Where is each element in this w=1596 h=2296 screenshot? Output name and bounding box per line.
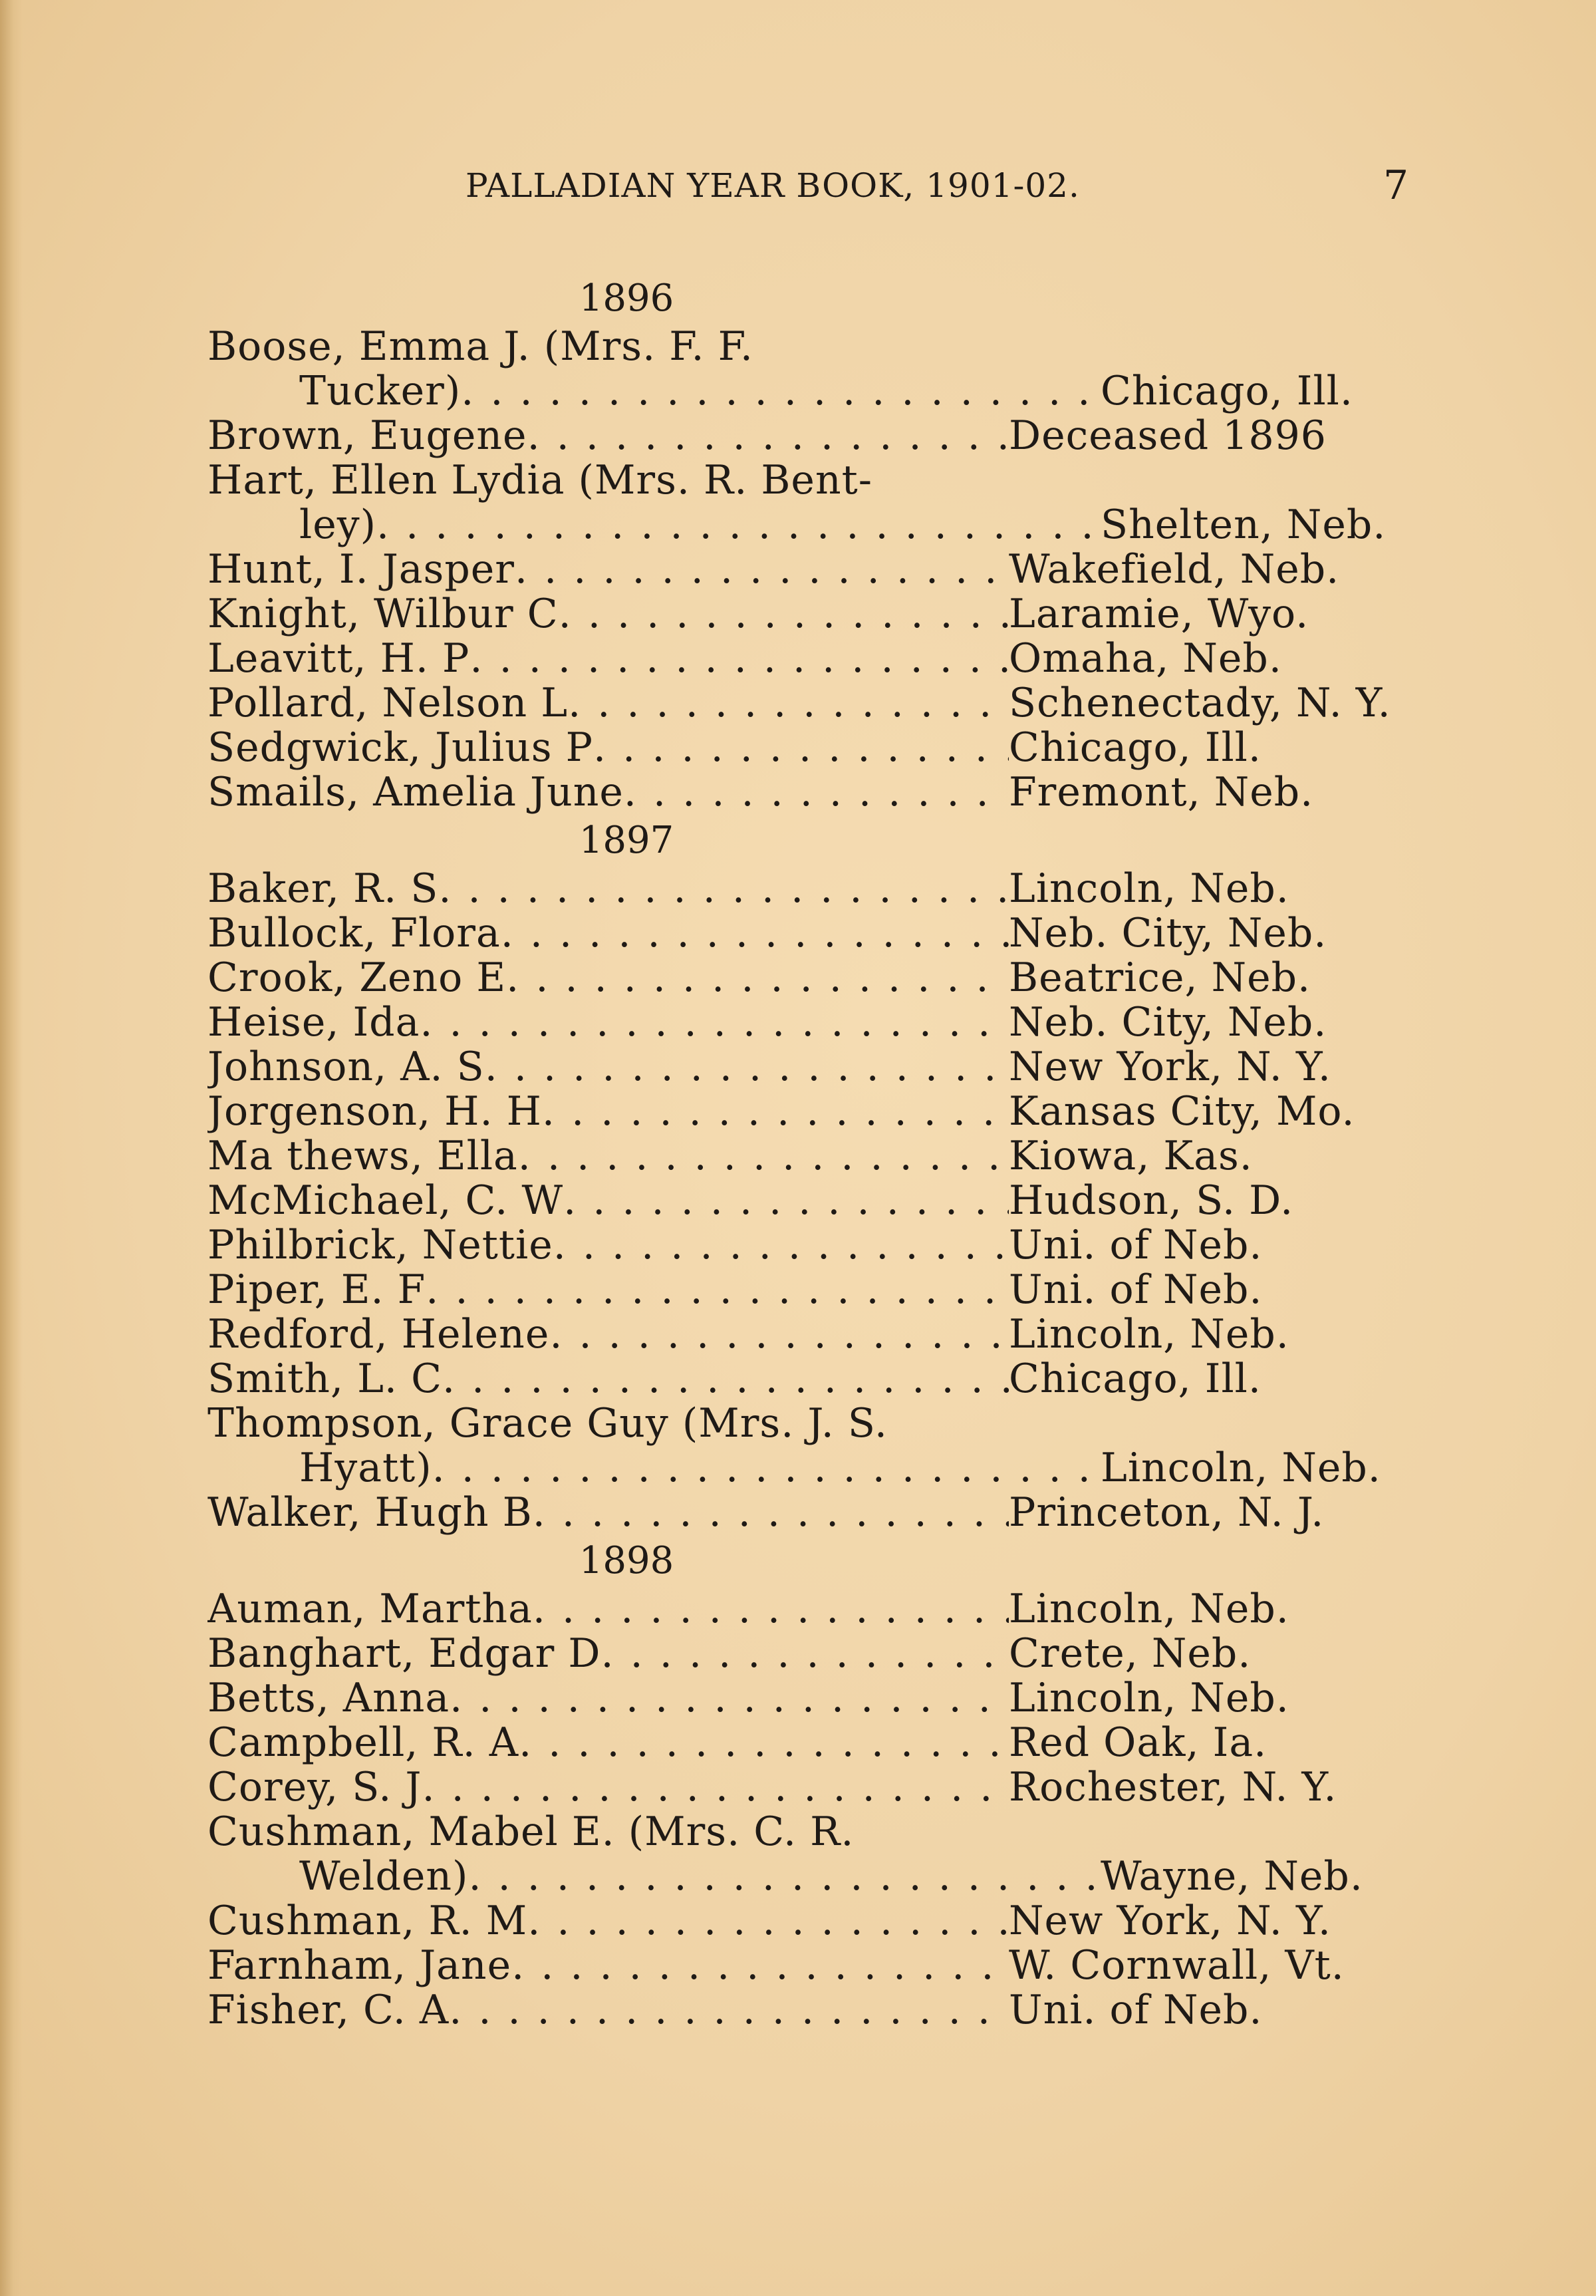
entry-name: Bullock, Flora [207, 911, 501, 956]
dot-leader [549, 1312, 1009, 1357]
dot-leader [450, 1676, 1009, 1721]
entry-row [207, 681, 1424, 726]
entry-name: Fisher, C. A [207, 1988, 450, 2033]
entry-name: Campbell, R. A [207, 1721, 519, 1765]
entry-name-continuation: Tucker) [299, 369, 462, 414]
page-number: 7 [1383, 162, 1409, 209]
entry-name: Banghart, Edgar D [207, 1632, 601, 1676]
entry-row [207, 1000, 1424, 1045]
entry-location: Wayne, Neb. [1101, 1853, 1363, 1900]
entry-name: Farnham, Jane [207, 1943, 512, 1988]
entry-row [207, 1312, 1424, 1357]
entry-name: Crook, Zeno E [207, 956, 507, 1000]
dot-leader [515, 547, 1009, 592]
dot-leader [485, 1045, 1009, 1089]
entry-row [207, 1721, 1424, 1765]
entry-row [207, 1988, 1424, 2033]
dot-leader [461, 369, 1101, 414]
entry-row-continued [207, 1854, 1424, 1899]
entry-row [207, 1357, 1424, 1401]
entry-location: New York, N. Y. [1009, 1898, 1331, 1944]
dot-leader [442, 1357, 1009, 1401]
entry-name: Auman, Martha [207, 1587, 533, 1632]
entry-location: W. Cornwall, Vt. [1009, 1942, 1345, 1989]
entry-location: Neb. City, Neb. [1009, 999, 1327, 1046]
entry-location: Lincoln, Neb. [1009, 865, 1289, 912]
entry-name: Cushman, Mabel E. (Mrs. C. R. [207, 1808, 855, 1855]
entry-row [207, 1223, 1424, 1268]
entry-name: Knight, Wilbur C [207, 592, 559, 637]
dot-leader [432, 1446, 1101, 1491]
entry-name-continuation: Welden) [299, 1854, 469, 1899]
entry-row [207, 1491, 1424, 1535]
entry-row [207, 1134, 1424, 1179]
entry-name: Ma thews, Ella [207, 1134, 518, 1179]
entry-location: Kiowa, Kas. [1009, 1133, 1253, 1179]
entry-name: Heise, Ida [207, 1000, 420, 1045]
dot-leader [533, 1587, 1009, 1632]
entry-location: Red Oak, Ia. [1009, 1719, 1267, 1766]
entry-row [207, 1401, 1424, 1446]
entry-location: Uni. of Neb. [1009, 1266, 1263, 1313]
dot-leader [501, 911, 1009, 956]
entry-name: Hunt, I. Jasper [207, 547, 515, 592]
dot-leader [420, 1000, 1009, 1045]
entry-location: Fremont, Neb. [1009, 769, 1314, 815]
dot-leader [449, 1988, 1009, 2033]
entry-location: Deceased 1896 [1009, 412, 1327, 459]
entry-location: Neb. City, Neb. [1009, 910, 1327, 956]
directory-list [207, 273, 1424, 2033]
entry-location: Chicago, Ill. [1009, 1356, 1262, 1402]
dot-leader [511, 1943, 1009, 1988]
dot-leader [563, 1179, 1009, 1223]
dot-leader [542, 1089, 1009, 1134]
entry-name: McMichael, C. W [207, 1179, 564, 1223]
dot-leader [601, 1632, 1009, 1676]
year-heading: 1898 [579, 1539, 674, 1582]
entry-location: New York, N. Y. [1009, 1044, 1331, 1090]
entry-location: Shelten, Neb. [1101, 502, 1387, 548]
entry-name: Redford, Helene [207, 1312, 550, 1357]
entry-row [207, 726, 1424, 770]
entry-name: Cushman, R. M [207, 1899, 528, 1943]
entry-row [207, 867, 1424, 911]
entry-location: Uni. of Neb. [1009, 1987, 1263, 2033]
entry-location: Kansas City, Mo. [1009, 1088, 1355, 1135]
dot-leader [553, 1223, 1009, 1268]
dot-leader [519, 1721, 1009, 1765]
entry-row [207, 1045, 1424, 1089]
entry-location: Omaha, Neb. [1009, 635, 1282, 682]
entry-name: Corey, S. J [207, 1765, 422, 1810]
entry-location: Hudson, S. D. [1009, 1177, 1294, 1224]
dot-leader [469, 637, 1009, 681]
entry-name: Philbrick, Nettie [207, 1223, 553, 1268]
entry-location: Uni. of Neb. [1009, 1222, 1263, 1268]
entry-row [207, 637, 1424, 681]
entry-name-continuation: Hyatt) [299, 1446, 432, 1491]
dot-leader [527, 1899, 1009, 1943]
entry-location: Schenectady, N. Y. [1009, 680, 1391, 726]
entry-row-continued [207, 503, 1424, 547]
entry-name: Betts, Anna [207, 1676, 450, 1721]
entry-name-continuation: ley) [299, 503, 377, 547]
entry-row [207, 1632, 1424, 1676]
running-header: PALLADIAN YEAR BOOK, 1901-02. [466, 166, 1080, 205]
entry-row [207, 1899, 1424, 1943]
entry-row-continued [207, 369, 1424, 414]
entry-row [207, 1587, 1424, 1632]
entry-name: Hart, Ellen Lydia (Mrs. R. Bent- [207, 457, 872, 503]
dot-leader [518, 1134, 1009, 1179]
entry-location: Beatrice, Neb. [1009, 954, 1311, 1001]
entry-location: Princeton, N. J. [1009, 1489, 1325, 1536]
year-heading: 1896 [579, 277, 674, 320]
year-heading: 1897 [579, 819, 674, 862]
entry-location: Chicago, Ill. [1101, 368, 1353, 414]
dot-leader [624, 770, 1009, 815]
entry-location: Laramie, Wyo. [1009, 591, 1309, 637]
entry-row [207, 1179, 1424, 1223]
entry-location: Lincoln, Neb. [1009, 1311, 1289, 1358]
dot-leader [593, 726, 1009, 770]
entry-row [207, 325, 1424, 369]
entry-name: Brown, Eugene [207, 414, 527, 458]
dot-leader [422, 1765, 1009, 1810]
entry-name: Boose, Emma J. (Mrs. F. F. [207, 323, 753, 370]
entry-row [207, 592, 1424, 637]
dot-leader [533, 1491, 1009, 1535]
entry-location: Wakefield, Neb. [1009, 546, 1340, 593]
dot-leader [527, 414, 1009, 458]
entry-row [207, 1676, 1424, 1721]
entry-row [207, 956, 1424, 1000]
entry-row [207, 1089, 1424, 1134]
dot-leader [559, 592, 1009, 637]
entry-name: Leavitt, H. P [207, 637, 470, 681]
entry-row [207, 1943, 1424, 1988]
entry-location: Lincoln, Neb. [1101, 1445, 1381, 1491]
entry-name: Pollard, Nelson L [207, 681, 569, 726]
entry-name: Johnson, A. S [207, 1045, 485, 1089]
entry-row [207, 414, 1424, 458]
entry-name: Piper, E. F [207, 1268, 426, 1312]
entry-name: Smith, L. C [207, 1357, 442, 1401]
entry-location: Chicago, Ill. [1009, 724, 1262, 771]
dot-leader [426, 1268, 1009, 1312]
entry-row [207, 911, 1424, 956]
entry-name: Sedgwick, Julius P [207, 726, 594, 770]
entry-row [207, 1765, 1424, 1810]
entry-row [207, 1268, 1424, 1312]
entry-name: Walker, Hugh B [207, 1491, 533, 1535]
dot-leader [438, 867, 1009, 911]
dot-leader [376, 503, 1101, 547]
entry-location: Rochester, N. Y. [1009, 1764, 1337, 1810]
dot-leader [506, 956, 1009, 1000]
page-spine-edge [0, 0, 23, 2296]
entry-row-continued [207, 1446, 1424, 1491]
entry-row [207, 458, 1424, 503]
dot-leader [468, 1854, 1101, 1899]
entry-name: Jorgenson, H. H [207, 1089, 542, 1134]
entry-name: Smails, Amelia June [207, 770, 624, 815]
entry-row [207, 547, 1424, 592]
entry-location: Lincoln, Neb. [1009, 1586, 1289, 1632]
entry-row [207, 770, 1424, 815]
entry-location: Crete, Neb. [1009, 1630, 1252, 1677]
entry-row [207, 1810, 1424, 1854]
entry-name: Baker, R. S [207, 867, 439, 911]
entry-location: Lincoln, Neb. [1009, 1675, 1289, 1721]
entry-name: Thompson, Grace Guy (Mrs. J. S. [207, 1400, 888, 1447]
dot-leader [568, 681, 1009, 726]
